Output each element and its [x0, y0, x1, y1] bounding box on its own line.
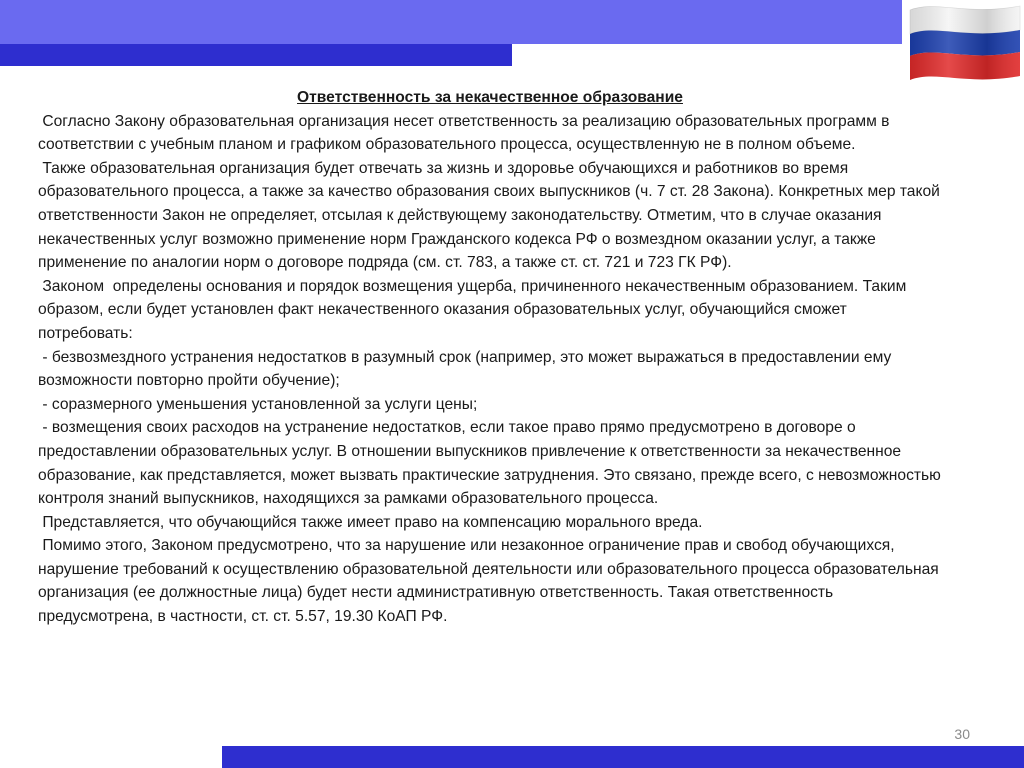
- header-bar-light: [0, 0, 902, 44]
- header-bar-dark: [0, 44, 512, 66]
- slide-content: [38, 86, 946, 629]
- list-item: - соразмерного уменьшения установленной за услуги цены;: [38, 395, 478, 413]
- paragraph: Согласно Закону образовательная организация несет ответственность за реализацию образовательных программ в соответствии с учебным планом и графиком образовательного процесса, осуществленную не в полном объеме.: [38, 112, 894, 154]
- paragraph: Помимо этого, Законом предусмотрено, что за нарушение или незаконное ограничение прав и свобод обучающихся, нарушение требований к осуществлению образовательной деятельности или образовательного процесса образовательная организация (ее должностные лица) будет нести административную ответственность. Такая ответственность предусмотрена, в частности, ст. ст. 5.57, 19.30 КоАП РФ.: [38, 537, 944, 626]
- footer-bar: [222, 746, 1024, 768]
- list-item: - возмещения своих расходов на устранение недостатков, если такое право прямо предусмотрено в договоре о предоставлении образовательных услуг. В отношении выпускников привлечение к ответственности за некачественное образование, как представляется, может вызвать практические затруднения. Это связано, прежде всего, с невозможностью контроля знаний выпускников, находящихся за рамками образовательного процесса.: [38, 419, 946, 508]
- russian-flag-icon: [906, 0, 1024, 86]
- list-item: - безвозмездного устранения недостатков в разумный срок (например, это может выражаться в предоставлении ему возможности повторно пройти обучение);: [38, 348, 896, 390]
- paragraph: Представляется, что обучающийся также имеет право на компенсацию морального вреда.: [38, 513, 703, 531]
- paragraph: Также образовательная организация будет отвечать за жизнь и здоровье обучающихся и работников во время образовательного процесса, а также за качество образования своих выпускников (ч. 7 ст. 28 Закона). Конкретных мер такой ответственности Закон не определяет, отсылая к действующему законодательству. Отметим, что в случае оказания некачественных услуг возможно применение норм Гражданского кодекса РФ о возмездном оказании услуг, а также применение по аналогии норм о договоре подряда (см. ст. 783, а также ст. ст. 721 и 723 ГК РФ).: [38, 159, 945, 272]
- paragraph: Законом определены основания и порядок возмещения ущерба, причиненного некачественным образованием. Таким образом, если будет установлен факт некачественного оказания образовательных услуг, обучающийся сможет потребовать:: [38, 277, 911, 342]
- slide-title: Ответственность за некачественное образование: [297, 89, 683, 106]
- page-number: 30: [954, 726, 970, 742]
